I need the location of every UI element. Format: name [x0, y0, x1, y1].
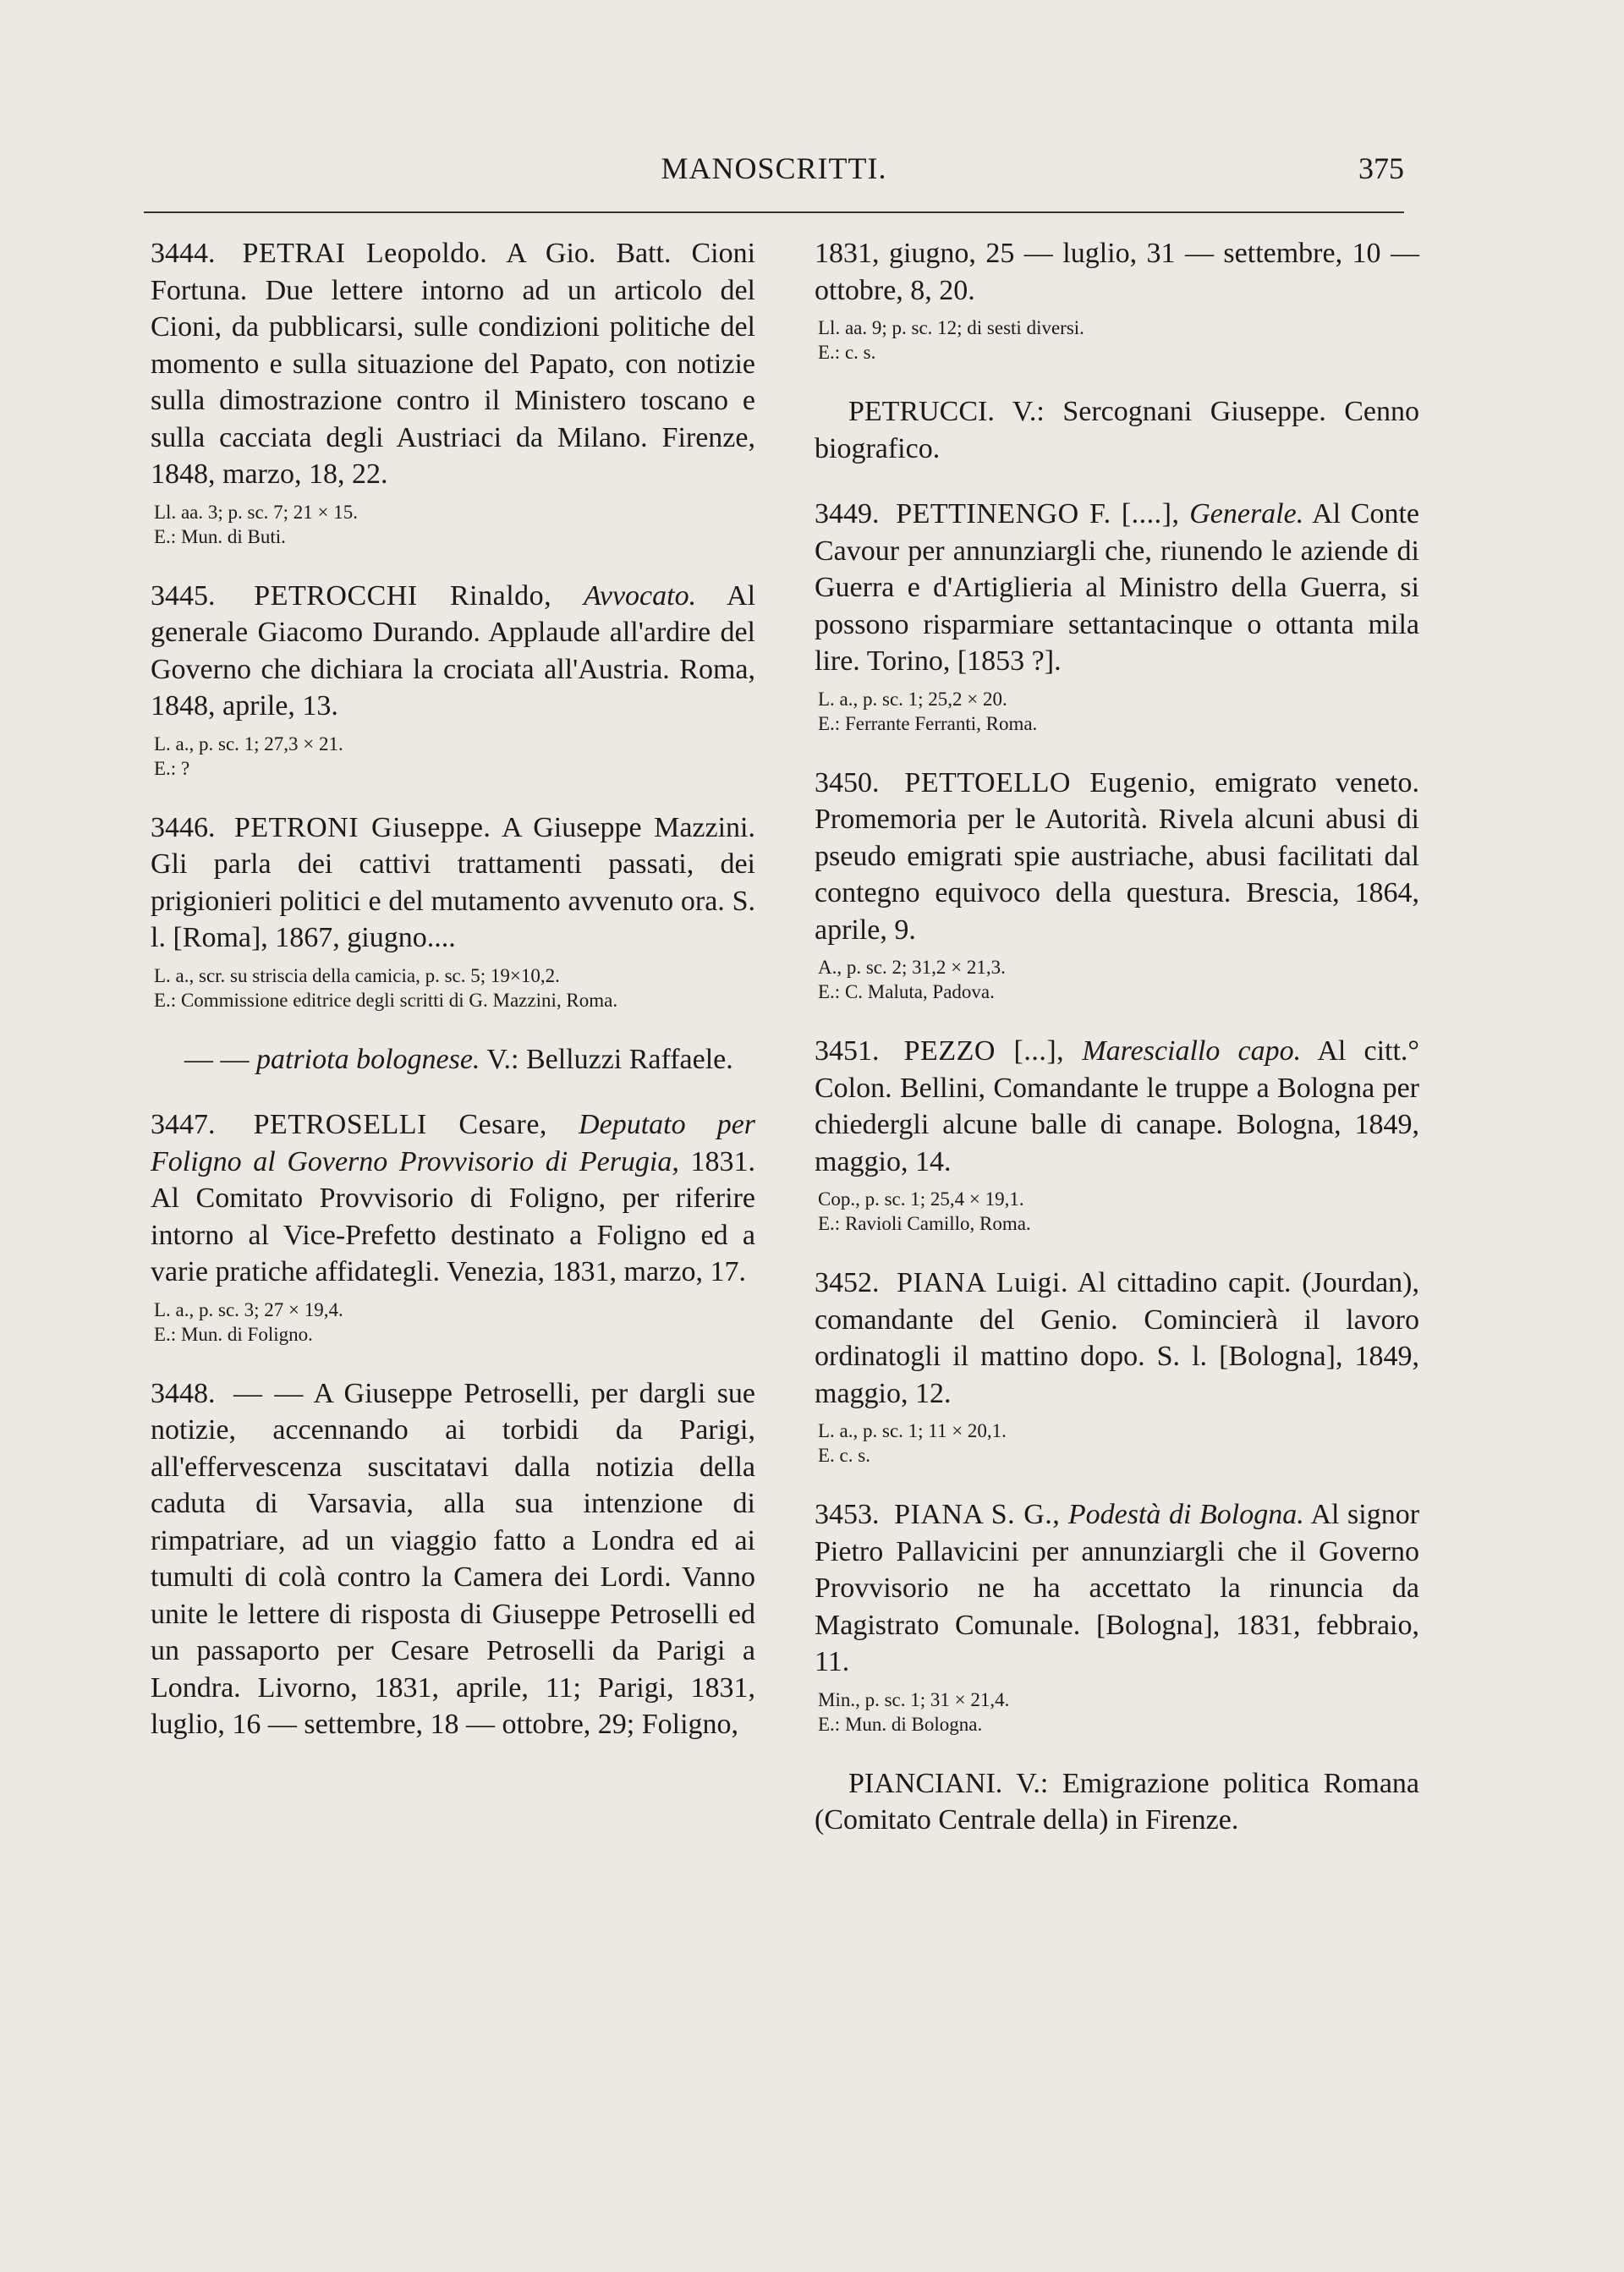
entry-holder: E.: C. Maluta, Padova. [818, 981, 995, 1002]
entry-text: A Giuseppe Petroselli, per dargli sue notizie, accennando ai torbidi da Parigi, all'effervescenza suscitatavi dalla notizia della caduta di Varsavia, alla sua intenzione di rimpatriare, ad un viaggio fatto a Londra ed ai tumulti di colà contro la Camera dei Lordi. Vanno unite le lettere di risposta di Giuseppe Petroselli ed un passaporto per Cesare Petroselli da Parigi a Londra. Livorno, 1831, aprile, 11; Parigi, 1831, luglio, 16 — settembre, 18 — ottobre, 29; Foligno, [151, 1377, 756, 1740]
entry-holder: E.: Mun. di Foligno. [154, 1323, 313, 1345]
entry-text: Al signor Pietro Pallavicini per annunziargli che il Governo Provvisorio ne ha accettato la rinuncia da Magistrato Comunale. [Bologna], 1831, febbraio, 11. [815, 1499, 1420, 1677]
running-title: MANOSCRITTI. [661, 151, 887, 185]
xref-text: PETRUCCI. V.: Sercognani Giuseppe. Cenno biografico. [815, 396, 1419, 464]
entry-title: Maresciallo capo. [1082, 1035, 1302, 1067]
entry-text: emigrato veneto. Promemoria per le Autorità. Rivela alcuni abusi di pseudo emigrati spie austriache, abusi facilitati dal contegno equivoco della questura. Brescia, 1864, aprile, 9. [815, 766, 1419, 946]
entry-3447 [151, 1106, 755, 1347]
right-column [815, 235, 1419, 1868]
entry-text: 1831. Al Comitato Provvisorio di Foligno, per riferire intorno al Vice-Prefetto destinato a Foligno ed a varie pratiche affidategli. Venezia, 1831, marzo, 17. [151, 1145, 755, 1287]
entry-description: L. a., p. sc. 3; 27 × 19,4. [154, 1298, 343, 1320]
entry-meta [815, 687, 1419, 736]
entry-3448-continued [815, 235, 1419, 365]
entry-number: 3444. [151, 238, 216, 269]
entry-number: 3445. [151, 579, 216, 612]
entry-holder: E.: Mun. di Buti. [154, 525, 286, 547]
entry-holder: E.: Ferrante Ferranti, Roma. [818, 712, 1038, 734]
entry-title: Generale. [1189, 498, 1304, 530]
entry-meta [815, 955, 1419, 1004]
entry-3449 [815, 496, 1419, 736]
entry-meta [815, 316, 1419, 365]
entry-meta [151, 500, 755, 549]
entry-number: 3451. [815, 1035, 880, 1067]
entry-title: Deputato per Foligno al Governo Provvisorio di Perugia, [151, 1109, 756, 1177]
entry-holder: E.: Commissione editrice degli scritti di G. Mazzini, Roma. [154, 989, 618, 1011]
entry-3451 [815, 1033, 1419, 1236]
entry-description: L. a., p. sc. 1; 25,2 × 20. [818, 688, 1007, 710]
entry-description: Ll. aa. 3; p. sc. 7; 21 × 15. [154, 501, 359, 523]
entry-3445 [151, 578, 755, 781]
entry-name: PETTOELLO Eugenio, [904, 766, 1197, 798]
entry-meta [815, 1187, 1419, 1236]
entry-holder: E. c. s. [818, 1445, 870, 1466]
entry-3452 [815, 1265, 1419, 1468]
entry-name: PEZZO [...], [903, 1035, 1065, 1067]
entry-holder: E.: ? [154, 757, 190, 779]
xref-dashes: — — [184, 1043, 250, 1075]
cross-reference-pianciani [815, 1765, 1419, 1839]
page-number: 375 [1358, 151, 1404, 185]
entry-3446 [151, 809, 755, 1013]
entry-name: PIANA S. G., [894, 1499, 1061, 1530]
entry-description: Cop., p. sc. 1; 25,4 × 19,1. [818, 1188, 1024, 1210]
entry-number: 3452. [815, 1267, 880, 1298]
entry-meta [815, 1688, 1419, 1737]
entry-number: 3447. [151, 1109, 216, 1140]
page-header [144, 151, 1404, 201]
entry-holder: E.: Ravioli Camillo, Roma. [818, 1213, 1031, 1234]
xref-text: V.: Belluzzi Raffaele. [486, 1043, 733, 1075]
xref-text: PIANCIANI. V.: Emigrazione politica Romana (Comitato Centrale della) in Firenze. [815, 1767, 1419, 1836]
entry-description: Ll. aa. 9; p. sc. 12; di sesti diversi. [818, 317, 1084, 338]
cross-reference-belluzzi [151, 1041, 755, 1078]
entry-name: PETROCCHI Rinaldo, [254, 579, 552, 612]
entry-holder: E.: c. s. [818, 342, 876, 363]
entry-description: L. a., p. sc. 1; 11 × 20,1. [818, 1420, 1007, 1441]
entry-number: 3449. [815, 498, 880, 530]
entry-name: PETRONI Giuseppe. [233, 811, 491, 843]
entry-text: Al cittadino capit. (Jourdan), comandante del Genio. Comincierà il lavoro ordinatogli il mattino dopo. S. l. [Bologna], 1849, maggio, 12. [815, 1267, 1419, 1409]
entry-description: A., p. sc. 2; 31,2 × 21,3. [818, 957, 1006, 978]
entry-title: Podestà di Bologna. [1067, 1499, 1304, 1530]
entry-description: L. a., scr. su striscia della camicia, p. sc. 5; 19×10,2. [154, 964, 560, 986]
entry-meta [151, 1298, 755, 1347]
entry-text: Al Conte Cavour per annunziargli che, riunendo le aziende di Guerra e d'Artiglieria al Ministro della Guerra, si possono risparmiare settantacinque o ottanta mila lire. Torino, [1853 ?]. [815, 498, 1420, 677]
entry-text: A Giuseppe Mazzini. Gli parla dei cattivi trattamenti passati, dei prigionieri politici e del mutamento avvenuto ora. S. l. [Roma], 1867, giugno.... [151, 811, 755, 953]
entry-text: 1831, giugno, 25 — luglio, 31 — settembre, 10 — ottobre, 8, 20. [815, 238, 1419, 306]
entry-title: Avvocato. [583, 579, 697, 612]
left-column [151, 235, 755, 1772]
entry-text: A Gio. Batt. Cioni Fortuna. Due lettere intorno ad un articolo del Cioni, da pubblicarsi, sulle condizioni politiche del momento e sulla situazione del Papato, con notizie sulla dimostrazione contro il Ministero toscano e sulla cacciata degli Austriaci da Milano. Firenze, 1848, marzo, 18, 22. [151, 238, 756, 490]
entry-number: 3450. [815, 766, 880, 798]
entry-description: Min., p. sc. 1; 31 × 21,4. [818, 1688, 1010, 1710]
entry-meta [151, 732, 755, 781]
entry-name: — — [233, 1377, 304, 1409]
entry-3444 [151, 235, 755, 549]
entry-holder: E.: Mun. di Bologna. [818, 1713, 983, 1735]
entry-description: L. a., p. sc. 1; 27,3 × 21. [154, 733, 343, 755]
entry-3450 [815, 765, 1419, 1005]
entry-text: Al citt.° Colon. Bellini, Comandante le truppe a Bologna per chiedergli alcune balle di canape. Bologna, 1849, maggio, 14. [815, 1035, 1420, 1177]
entry-name: PIANA Luigi. [897, 1267, 1068, 1298]
entry-name: PETRAI Leopoldo. [242, 238, 488, 269]
xref-title: patriota bolognese. [256, 1043, 480, 1075]
entry-text: Al generale Giacomo Durando. Applaude all'ardire del Governo che dichiara la crociata all'Austria. Roma, 1848, aprile, 13. [151, 579, 756, 722]
cross-reference-petrucci [815, 393, 1419, 467]
entry-number: 3448. [151, 1377, 216, 1409]
entry-3453 [815, 1496, 1419, 1737]
entry-number: 3453. [815, 1499, 880, 1530]
entry-meta [815, 1419, 1419, 1468]
entry-name: PETTINENGO F. [....], [896, 498, 1180, 530]
entry-3448 [151, 1375, 755, 1743]
entry-number: 3446. [151, 811, 216, 843]
header-rule [144, 211, 1404, 213]
entry-name: PETROSELLI Cesare, [253, 1109, 547, 1140]
entry-meta [151, 963, 755, 1013]
